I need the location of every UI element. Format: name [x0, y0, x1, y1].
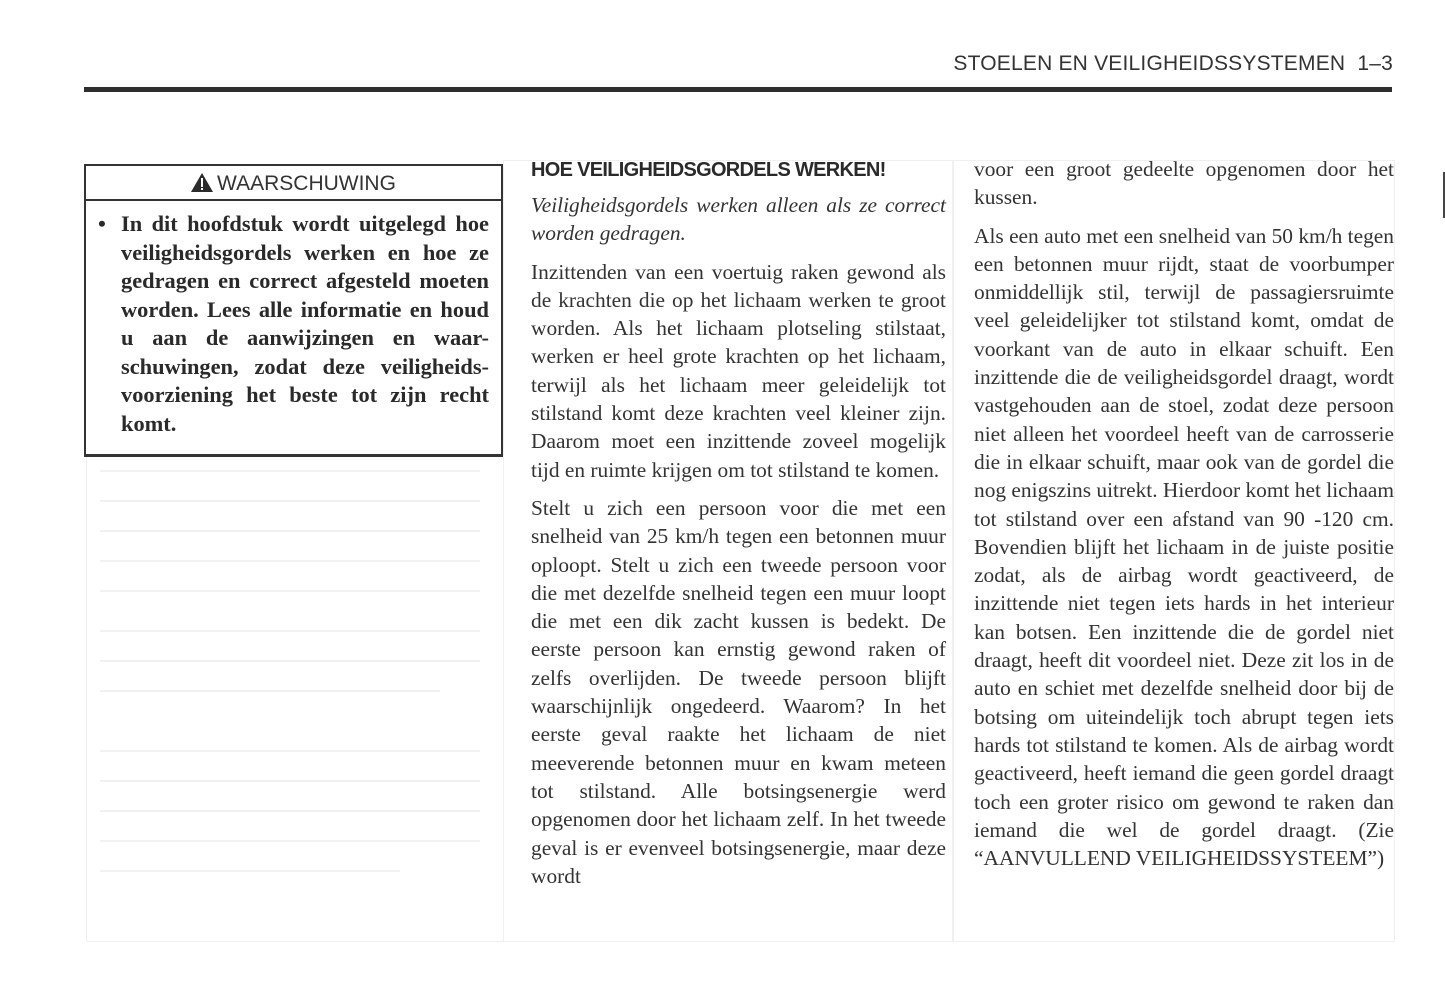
right-column — [974, 155, 1394, 882]
warning-body — [86, 201, 501, 438]
warning-box — [84, 164, 503, 457]
paragraph: Als een auto met een snelheid van 50 km/h tegen een betonnen muur rijdt, staat de voorbumper onmiddellijk stil, terwijl de passagiersruimte veel geleidelijker tot stilstand komt, omdat de voorkant van de auto in elkaar schuift. Een inzittende die de veiligheidsgordel draagt, wordt vastgehouden aan de stoel, zodat deze persoon niet alleen het voordeel heeft van de carrosserie die in elkaar schuift, maar ook van de gordel die nog enigszins uitrekt. Hierdoor komt het lichaam tot stilstand over een afstand van 90 -120 cm. Bovendien blijft het lichaam in de juiste positie zodat, als de airbag wordt geactiveerd, de inzittende niet tegen iets hards in het interieur kan botsen. Een inzittende die de gordel niet draagt, heeft dit voordeel niet. Deze zit los in de auto en schiet met dezelfde snelheid door bij de botsing om uiteindelijk toch abrupt tegen iets hards tot stilstand te komen. Als de airbag wordt geactiveerd, heeft iemand die geen gordel draagt toch een groter risico om gewond te raken dan iemand die wel de gordel draagt. (Zie “AANVULLEND VEILIGHEIDSSYSTEEM”) — [974, 223, 1394, 871]
bullet: • — [98, 211, 106, 236]
bleed-through-line — [100, 590, 480, 592]
section-heading: HOE VEILIGHEIDSGORDELS WERKEN! — [531, 159, 886, 181]
bleed-through-line — [100, 840, 480, 842]
section-intro: Veiligheidsgordels werken alleen als ze correct worden gedragen. — [531, 193, 946, 246]
bleed-through-line — [100, 810, 480, 812]
bleed-through-line — [100, 660, 480, 662]
bleed-through-line — [100, 530, 480, 532]
warning-text: In dit hoofdstuk wordt uitgelegd hoe veiligheidsgordels werken en hoe ze gedragen en correct afgesteld moeten worden. Lees alle informatie en houd u aan de aanwijzingen en waar-schuwingen, zodat deze veiligheids-voorziening het beste tot zijn recht komt. — [121, 211, 489, 436]
paragraph: voor een groot gedeelte opgenomen door het kussen. — [974, 157, 1394, 210]
warning-title: WAARSCHUWING — [217, 172, 396, 195]
header-rule — [84, 87, 1392, 92]
warning-header — [86, 166, 501, 201]
bleed-through-line — [100, 750, 480, 752]
bleed-through-line — [100, 630, 480, 632]
paragraph: Stelt u zich een persoon voor die met een snelheid van 25 km/h tegen een betonnen muur oploopt. Stelt u zich een tweede persoon voor die met dezelfde snelheid tegen een muur loopt die met een dik zacht kussen is bedekt. De eerste persoon kan ernstig gewond raken of zelfs overlijden. De tweede persoon blijft waarschijnlijk ongedeerd. Waarom? In het eerste geval raakte het lichaam de niet meeverende betonnen muur en kwam meteen tot stilstand. Alle botsingsenergie werd opgenomen door het lichaam zelf. In het tweede geval is er evenveel botsingsenergie, maar deze wordt — [531, 495, 946, 888]
bleed-through-line — [100, 780, 480, 782]
running-header — [953, 52, 1393, 76]
page-number: 1–3 — [1357, 52, 1393, 75]
bleed-through-line — [100, 870, 400, 872]
bleed-through-line — [100, 500, 480, 502]
section-title: STOELEN EN VEILIGHEIDSSYSTEMEN — [953, 52, 1346, 75]
middle-column — [531, 158, 946, 900]
warning-triangle-icon — [191, 173, 213, 192]
bleed-through-line — [100, 690, 440, 692]
bleed-through-line — [100, 560, 480, 562]
paragraph: Inzittenden van een voertuig raken gewond als de krachten die op het lichaam werken te groot worden. Als het lichaam plotseling stilstaat, werken er heel grote krachten op het lichaam, terwijl als het lichaam meer geleidelijk tot stilstand komt deze krachten veel kleiner zijn. Daarom moet een inzittende zoveel mogelijk tijd en ruimte krijgen om tot stilstand te komen. — [531, 259, 946, 482]
bleed-through-line — [100, 470, 480, 472]
